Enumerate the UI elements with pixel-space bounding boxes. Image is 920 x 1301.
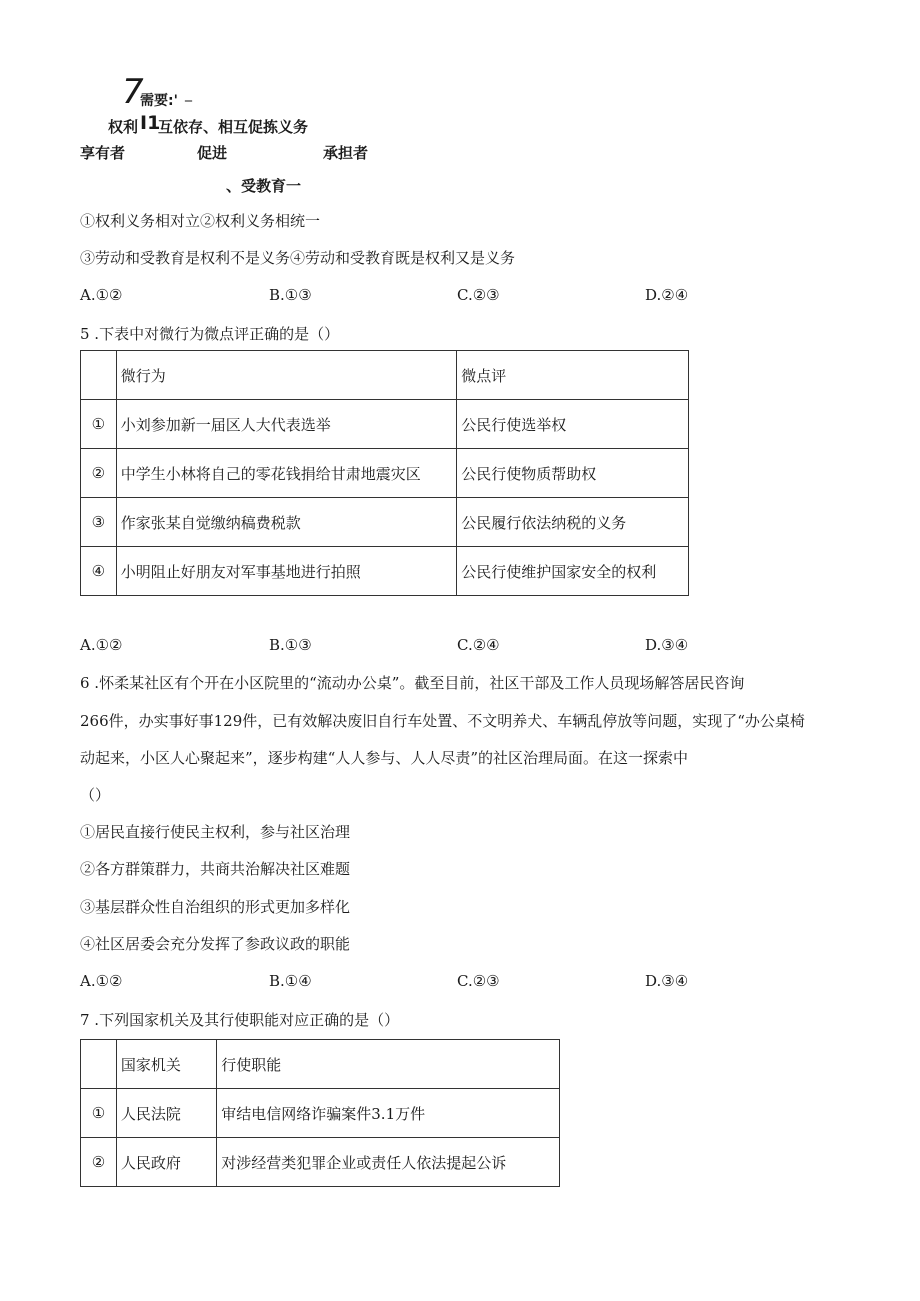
- q6-option-b[interactable]: B.①④: [269, 972, 312, 990]
- table-cell-comment: 公民行使维护国家安全的权利: [457, 547, 689, 596]
- table-cell-number: ②: [81, 1138, 117, 1187]
- table-header-cell: [81, 1040, 117, 1089]
- table-cell-behavior: 作家张某自觉缴纳稿费税款: [116, 498, 457, 547]
- q5-option-d[interactable]: D.③④: [645, 636, 689, 654]
- q5-stem: 5 .下表中对微行为微点评正确的是（）: [80, 325, 340, 343]
- table-header-cell: [81, 351, 117, 400]
- q5-option-c[interactable]: C.②④: [457, 636, 500, 654]
- diagram-relation-text: 互依存、相互促拣义务: [158, 118, 309, 136]
- q6-stem-line: 266件，办实事好事129件，已有效解决废旧自行车处置、不文明养犬、车辆乱停放等问题，实现了“办公桌椅: [80, 712, 805, 730]
- table-cell-number: ③: [81, 498, 117, 547]
- q4-statement-line: ①权利义务相对立②权利义务相统一: [80, 212, 321, 230]
- table-cell-behavior: 小明阻止好朋友对军事基地进行拍照: [116, 547, 457, 596]
- q6-stem-line: 动起来，小区人心聚起来”，逐步构建“人人参与、人人尽责”的社区治理局面。在这一探索中: [80, 749, 689, 767]
- table-row: [81, 547, 689, 596]
- table-header-cell: 行使职能: [217, 1040, 560, 1089]
- table-cell-function: 对涉经营类犯罪企业或责任人依法提起公诉: [217, 1138, 560, 1187]
- q4-option-c[interactable]: C.②③: [457, 286, 500, 304]
- table-cell-behavior: 小刘参加新一届区人大代表选举: [116, 400, 457, 449]
- q5-option-b[interactable]: B.①③: [269, 636, 312, 654]
- table-cell-comment: 公民行使选举权: [457, 400, 689, 449]
- q6-option-c[interactable]: C.②③: [457, 972, 500, 990]
- table-cell-behavior: 中学生小林将自己的零花钱捐给甘肃地震灾区: [116, 449, 457, 498]
- q6-statement: ④社区居委会充分发挥了参政议政的职能: [80, 935, 351, 953]
- table-cell-comment: 公民行使物质帮助权: [457, 449, 689, 498]
- q6-option-d[interactable]: D.③④: [645, 972, 689, 990]
- diagram-need-label: 需要:': [140, 93, 178, 109]
- q4-option-b[interactable]: B.①③: [269, 286, 312, 304]
- table-header-cell: 微点评: [457, 351, 689, 400]
- diagram-rights-label: 权利: [108, 118, 139, 136]
- table-cell-number: ④: [81, 547, 117, 596]
- q6-statement: ①居民直接行使民主权利，参与社区治理: [80, 823, 351, 841]
- table-cell-number: ①: [81, 1089, 117, 1138]
- table-cell-organ: 人民政府: [116, 1138, 216, 1187]
- diagram-big-seven: 7: [122, 72, 144, 112]
- table-cell-function: 审结电信网络诈骗案件3.1万件: [217, 1089, 560, 1138]
- q5-option-a[interactable]: A.①②: [80, 636, 123, 654]
- table-row: [81, 1138, 560, 1187]
- q6-option-a[interactable]: A.①②: [80, 972, 123, 990]
- q5-table: [80, 350, 689, 596]
- q6-statement: ②各方群策群力，共商共治解决社区难题: [80, 860, 351, 878]
- diagram-bar-mark: I1: [140, 112, 161, 134]
- q4-option-d[interactable]: D.②④: [645, 286, 689, 304]
- table-row: [81, 498, 689, 547]
- q7-table: [80, 1039, 560, 1187]
- table-header-cell: 国家机关: [116, 1040, 216, 1089]
- diagram-dash: _: [185, 86, 192, 102]
- table-row: [81, 400, 689, 449]
- q6-stem-line: 6 .怀柔某社区有个开在小区院里的“流动办公桌”。截至目前，社区干部及工作人员现场解答居民咨询: [80, 674, 745, 692]
- diagram-education-label: 、受教育一: [226, 177, 302, 195]
- q6-answer-paren: （）: [80, 786, 111, 804]
- table-header-cell: 微行为: [116, 351, 457, 400]
- table-cell-number: ②: [81, 449, 117, 498]
- table-cell-comment: 公民履行依法纳税的义务: [457, 498, 689, 547]
- q4-statement-line: ③劳动和受教育是权利不是义务④劳动和受教育既是权利又是义务: [80, 249, 516, 267]
- q7-stem: 7 .下列国家机关及其行使职能对应正确的是（）: [80, 1011, 400, 1029]
- diagram-bearer-label: 承担者: [323, 144, 369, 162]
- table-cell-organ: 人民法院: [116, 1089, 216, 1138]
- table-cell-number: ①: [81, 400, 117, 449]
- diagram-holder-label: 享有者: [80, 144, 126, 162]
- q4-option-a[interactable]: A.①②: [80, 286, 123, 304]
- table-row: [81, 449, 689, 498]
- diagram-promote-label: 促进: [197, 144, 228, 162]
- table-row: [81, 1089, 560, 1138]
- q6-statement: ③基层群众性自治组织的形式更加多样化: [80, 898, 351, 916]
